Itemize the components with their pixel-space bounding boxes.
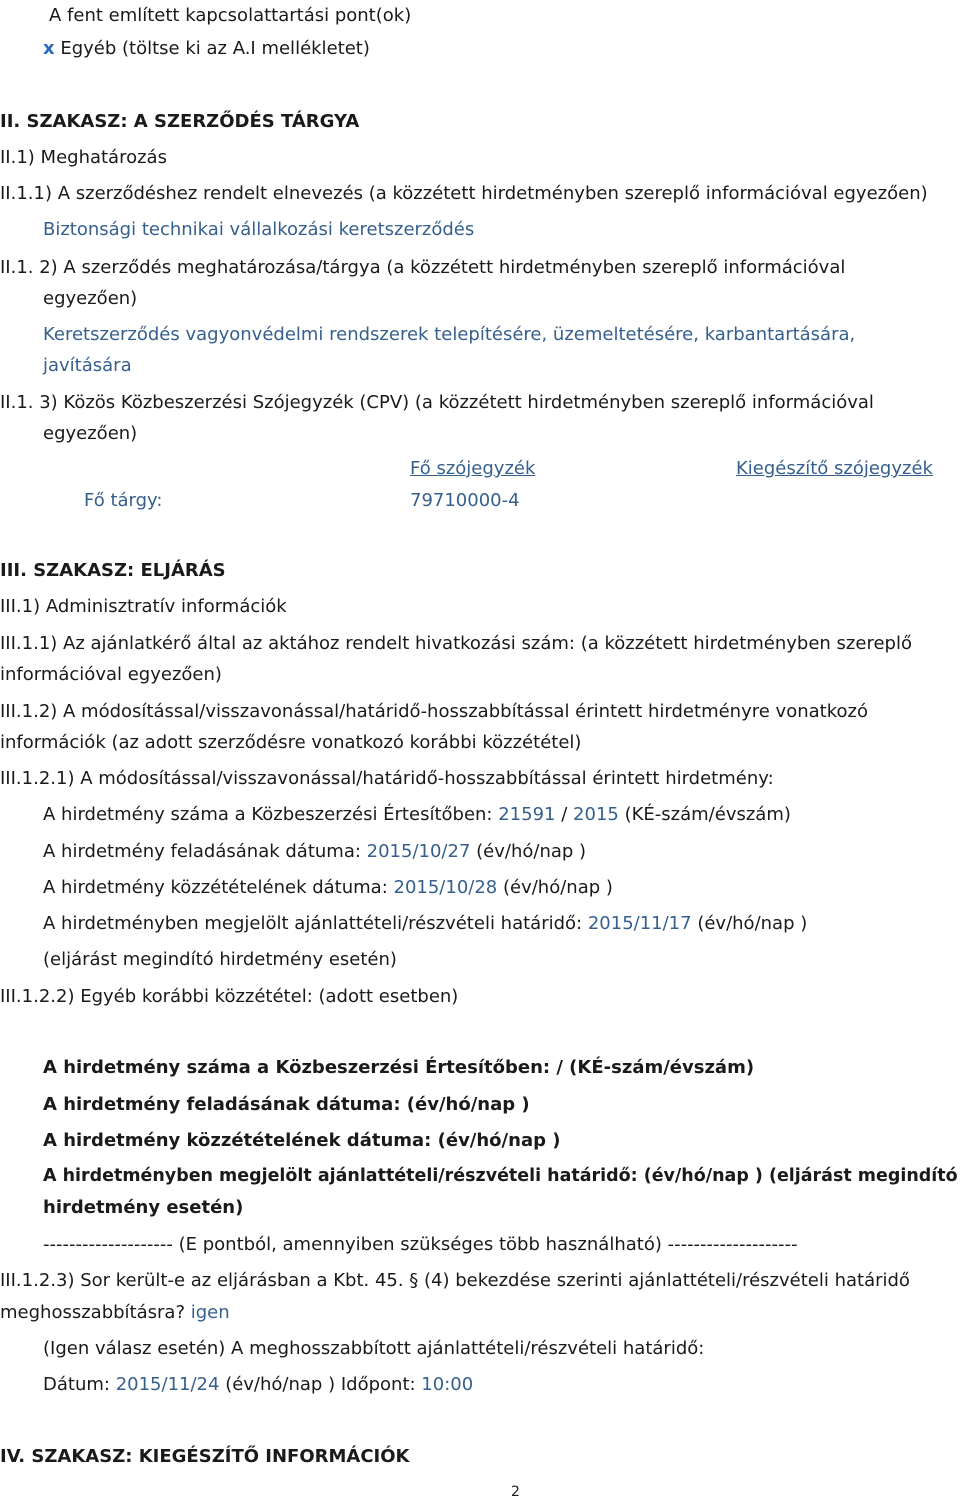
extended-date-label: Dátum: <box>43 1374 110 1395</box>
notice-published-label: A hirdetmény közzétételének dátuma: <box>43 877 388 898</box>
date-format-suffix: (év/hó/nap ) <box>502 877 613 898</box>
other-notice-published: A hirdetmény közzétételének dátuma: (év/hó/nap ) <box>43 1130 561 1151</box>
extended-date-suffix: (év/hó/nap ) <box>225 1374 336 1395</box>
page-number: 2 <box>511 1484 520 1500</box>
other-notice-deadline-cont: hirdetmény esetén) <box>43 1197 244 1218</box>
notice-sent-label: A hirdetmény feladásának dátuma: <box>43 841 361 862</box>
notice-number-separator: / <box>561 804 568 825</box>
other-notice-sent: A hirdetmény feladásának dátuma: (év/hó/nap ) <box>43 1094 530 1115</box>
section-2-1-heading: II.1) Meghatározás <box>0 147 167 168</box>
notice-deadline-row <box>43 912 807 936</box>
extended-deadline-row <box>43 1373 473 1397</box>
extension-question-label: meghosszabbításra? <box>0 1302 185 1323</box>
section-3-1-2-label-cont: információk (az adott szerződésre vonatkozó korábbi közzététel) <box>0 732 582 753</box>
other-option <box>43 37 370 61</box>
section-2-1-3-label: II.1. 3) Közös Közbeszerzési Szójegyzék (CPV) (a közzétett hirdetményben szereplő információval <box>0 392 874 413</box>
other-notice-number: A hirdetmény száma a Közbeszerzési Értesítőben: / (KÉ-szám/évszám) <box>43 1057 755 1078</box>
notice-sent-date: 2015/10/27 <box>366 841 471 862</box>
cpv-supplementary-vocabulary-header: Kiegészítő szójegyzék <box>736 458 933 479</box>
notice-sent-row <box>43 840 586 864</box>
other-option-label: Egyéb (töltse ki az A.I mellékletet) <box>60 38 370 59</box>
extended-time-value: 10:00 <box>421 1374 474 1395</box>
section-2-1-1-label: II.1.1) A szerződéshez rendelt elnevezés (a közzétett hirdetményben szereplő információval egyezően) <box>0 183 928 204</box>
notice-deadline-date: 2015/11/17 <box>587 913 692 934</box>
section-3-1-1-label: III.1.1) Az ajánlatkérő által az aktához rendelt hivatkozási szám: (a közzétett hirdetményben szereplő <box>0 633 912 654</box>
other-notice-deadline: A hirdetményben megjelölt ajánlattételi/részvételi határidő: (év/hó/nap ) (eljárást megindító <box>43 1165 958 1186</box>
notice-deadline-note: (eljárást megindító hirdetmény esetén) <box>43 949 397 970</box>
notice-number-row <box>43 803 791 827</box>
section-2-1-2-label-cont: egyezően) <box>43 288 138 309</box>
contract-name: Biztonsági technikai vállalkozási keretszerződés <box>43 219 475 240</box>
section-3-title: III. SZAKASZ: ELJÁRÁS <box>0 560 226 581</box>
section-3-1-2-1-label: III.1.2.1) A módosítással/visszavonással/határidő-hosszabbítással érintett hirdetmény: <box>0 768 774 789</box>
repeat-separator: -------------------- (E pontból, amennyiben szükséges több használható) -------------------- <box>43 1234 798 1255</box>
notice-published-row <box>43 876 613 900</box>
extended-deadline-label: (Igen válasz esetén) A meghosszabbított ajánlattételi/részvételi határidő: <box>43 1338 705 1359</box>
notice-number-label: A hirdetmény száma a Közbeszerzési Értesítőben: <box>43 804 493 825</box>
contact-point-option: A fent említett kapcsolattartási pont(ok) <box>49 5 412 26</box>
extended-date-value: 2015/11/24 <box>115 1374 220 1395</box>
date-format-suffix: (év/hó/nap ) <box>476 841 587 862</box>
contract-subject: Keretszerződés vagyonvédelmi rendszerek telepítésére, üzemeltetésére, karbantartására, <box>43 324 856 345</box>
section-4-title: IV. SZAKASZ: KIEGÉSZÍTŐ INFORMÁCIÓK <box>0 1446 410 1467</box>
section-2-1-3-label-cont: egyezően) <box>43 423 138 444</box>
cpv-main-vocabulary-header: Fő szójegyzék <box>410 458 536 479</box>
section-2-1-2-label: II.1. 2) A szerződés meghatározása/tárgya (a közzétett hirdetményben szereplő információval <box>0 257 846 278</box>
section-3-1-1-label-cont: információval egyezően) <box>0 664 222 685</box>
contract-subject-cont: javítására <box>43 355 132 376</box>
cpv-main-object-code: 79710000-4 <box>410 490 520 511</box>
notice-published-date: 2015/10/28 <box>393 877 498 898</box>
section-3-1-heading: III.1) Adminisztratív információk <box>0 596 287 617</box>
extension-answer: igen <box>190 1302 230 1323</box>
cpv-main-object-label: Fő tárgy: <box>84 490 163 511</box>
section-2-title: II. SZAKASZ: A SZERZŐDÉS TÁRGYA <box>0 111 360 132</box>
section-3-1-2-3-label: III.1.2.3) Sor került-e az eljárásban a Kbt. 45. § (4) bekezdése szerinti ajánlattételi/részvételi határidő <box>0 1270 910 1291</box>
date-format-suffix: (év/hó/nap ) <box>697 913 808 934</box>
notice-year-value: 2015 <box>573 804 619 825</box>
section-3-1-2-label: III.1.2) A módosítással/visszavonással/határidő-hosszabbítással érintett hirdetményre vonatkozó <box>0 701 868 722</box>
section-3-1-2-2-label: III.1.2.2) Egyéb korábbi közzététel: (adott esetben) <box>0 986 459 1007</box>
notice-number-value: 21591 <box>498 804 556 825</box>
selected-mark: x <box>43 38 55 59</box>
extended-time-label: Időpont: <box>340 1374 416 1395</box>
notice-deadline-label: A hirdetményben megjelölt ajánlattételi/részvételi határidő: <box>43 913 583 934</box>
notice-number-suffix: (KÉ-szám/évszám) <box>624 804 791 825</box>
extension-question-row <box>0 1301 230 1325</box>
